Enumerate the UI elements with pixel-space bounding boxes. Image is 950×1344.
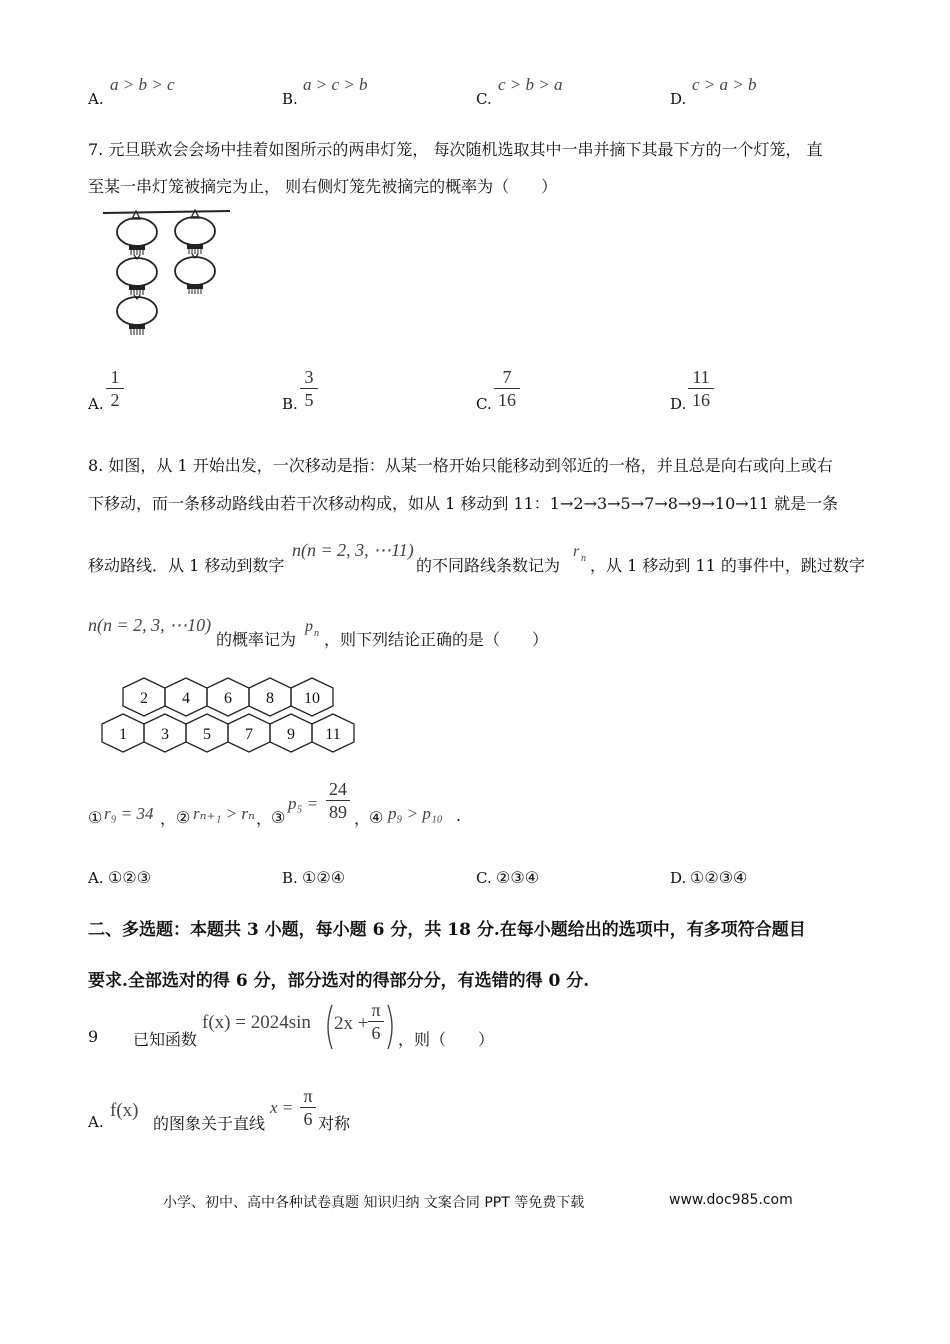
q8-stem-line4-b: ，则下列结论正确的是（ ） bbox=[324, 630, 549, 649]
numerator: π bbox=[303, 1086, 313, 1106]
lantern-left-2 bbox=[117, 255, 157, 295]
q8-option-c-letter: C. bbox=[476, 869, 492, 887]
numerator: 3 bbox=[304, 367, 314, 387]
q8-stem-line3-c: ，从 1 移动到 11 的事件中，跳过数字 bbox=[590, 556, 865, 575]
denominator: 5 bbox=[304, 390, 314, 410]
q9-option-a-func: f(x) bbox=[110, 1100, 139, 1121]
q9-number: 9 bbox=[88, 1027, 99, 1046]
conclusion-2: rₙ₊₁ > rₙ bbox=[193, 804, 255, 823]
lantern-string bbox=[103, 211, 230, 213]
hex-label-3: 3 bbox=[161, 726, 169, 743]
section-2-line1: 二、多选题：本题共 3 小题，每小题 6 分，共 18 分.在每小题给出的选项中，有多项符合题目 bbox=[88, 920, 806, 940]
q9-text-a: 已知函数 bbox=[133, 1030, 198, 1049]
q8-stem-line2: 下移动，而一条移动路线由若干次移动构成，如从 1 移动到 11：1→2→3→5→7→8→9→10→11 就是一条 bbox=[88, 494, 839, 513]
q7-stem-line2: 至某一串灯笼被摘完为止， 则右侧灯笼先被摘完的概率为（ ） bbox=[88, 177, 558, 196]
q6-option-d-letter: D. bbox=[670, 90, 687, 108]
denominator: 16 bbox=[692, 390, 710, 410]
conclusion-sep-3: ， bbox=[354, 809, 371, 828]
right-paren-icon bbox=[386, 1003, 398, 1051]
conclusion-3-lhs: p₅ = bbox=[288, 794, 319, 813]
q6-option-a-expr: a > b > c bbox=[110, 75, 175, 94]
conclusion-sep-2: ， bbox=[256, 809, 273, 828]
q8-option-d-letter: D. bbox=[670, 869, 687, 887]
q7-option-b-fraction bbox=[300, 367, 318, 410]
q8-line3-math: n(n = 2, 3, ⋯11) bbox=[292, 540, 414, 560]
q8-option-d-text: ①②③④ bbox=[690, 868, 748, 887]
denominator: 6 bbox=[371, 1023, 381, 1043]
q8-stem-line3-b: 的不同路线条数记为 bbox=[416, 556, 561, 575]
lantern-figure bbox=[100, 205, 235, 340]
q6-option-a-letter: A. bbox=[88, 90, 104, 108]
hex-label-9: 9 bbox=[287, 726, 295, 743]
q6-option-c-expr: c > b > a bbox=[498, 75, 563, 94]
conclusion-3-fraction bbox=[326, 779, 350, 822]
q8-option-a-letter: A. bbox=[88, 869, 104, 887]
q8-p-symbol: p bbox=[305, 618, 313, 635]
q9-option-a-letter: A. bbox=[88, 1113, 104, 1131]
q6-option-b-expr: a > c > b bbox=[303, 75, 368, 94]
q8-r-subscript: n bbox=[581, 553, 586, 564]
q7-option-d-letter: D. bbox=[670, 395, 687, 413]
numerator: 1 bbox=[110, 367, 120, 387]
conclusion-sep-1: ， bbox=[160, 809, 177, 828]
conclusion-4-mark: ④ bbox=[369, 808, 384, 827]
denominator: 16 bbox=[498, 390, 516, 410]
q7-option-d-fraction bbox=[688, 367, 714, 410]
q8-stem-line3-a: 移动路线．从 1 移动到数字 bbox=[88, 556, 285, 575]
q7-option-b-letter: B. bbox=[282, 395, 298, 413]
q9-option-a-text-b: 对称 bbox=[318, 1114, 351, 1133]
denominator: 2 bbox=[110, 390, 120, 410]
footer-url: www.doc985.com bbox=[669, 1192, 793, 1208]
conclusion-3-mark: ③ bbox=[271, 808, 286, 827]
hex-label-10: 10 bbox=[304, 690, 320, 707]
q6-option-b-letter: B. bbox=[282, 90, 298, 108]
hex-label-6: 6 bbox=[224, 690, 232, 707]
q8-option-c-text: ②③④ bbox=[496, 868, 540, 887]
conclusion-end: . bbox=[456, 806, 462, 825]
footer-description: 小学、初中、高中各种试卷真题 知识归纳 文案合同 PPT 等免费下载 bbox=[163, 1195, 585, 1211]
numerator: 7 bbox=[502, 367, 512, 387]
q8-option-b-text: ①②④ bbox=[302, 868, 346, 887]
q7-option-c-letter: C. bbox=[476, 395, 492, 413]
q8-r-symbol: r bbox=[573, 543, 580, 560]
hexagon-grid-figure bbox=[95, 660, 365, 760]
conclusion-1: r₉ = 34 bbox=[104, 804, 154, 823]
conclusion-2-mark: ② bbox=[176, 808, 191, 827]
q9-option-a-fraction bbox=[300, 1086, 316, 1129]
q7-option-a-fraction bbox=[106, 367, 124, 410]
q7-stem-line1: 7. 元旦联欢会会场中挂着如图所示的两串灯笼， 每次随机选取其中一串并摘下其最下方的一个灯笼， 直 bbox=[88, 140, 823, 159]
q8-option-a-text: ①②③ bbox=[108, 868, 152, 887]
numerator: π bbox=[371, 1000, 381, 1020]
hex-label-1: 1 bbox=[119, 726, 127, 743]
numerator: 11 bbox=[692, 367, 710, 387]
q9-option-a-text-a: 的图象关于直线 bbox=[153, 1114, 266, 1133]
lantern-left-1 bbox=[117, 218, 157, 255]
hex-label-4: 4 bbox=[182, 690, 190, 707]
denominator: 89 bbox=[329, 802, 347, 822]
q7-option-c-fraction bbox=[494, 367, 520, 410]
q9-pi-over-6 bbox=[368, 1000, 384, 1043]
q6-option-d-expr: c > a > b bbox=[692, 75, 757, 94]
conclusion-1-mark: ① bbox=[88, 808, 103, 827]
denominator: 6 bbox=[303, 1109, 313, 1129]
lantern-right-1 bbox=[175, 217, 215, 254]
q9-inner: 2x + bbox=[334, 1013, 369, 1034]
conclusion-4: p₉ > p₁₀ bbox=[388, 804, 443, 823]
q6-option-c-letter: C. bbox=[476, 90, 492, 108]
q8-stem-line1: 8. 如图，从 1 开始出发，一次移动是指：从某一格开始只能移动到邻近的一格，并且总是向右或向上或右 bbox=[88, 456, 833, 475]
hex-label-2: 2 bbox=[140, 690, 148, 707]
q9-text-b: ，则（ ） bbox=[398, 1030, 495, 1049]
lantern-left-3 bbox=[117, 295, 157, 335]
numerator: 24 bbox=[329, 779, 347, 799]
q7-option-a-letter: A. bbox=[88, 395, 104, 413]
hex-label-11: 11 bbox=[325, 726, 341, 743]
q8-option-b-letter: B. bbox=[282, 869, 298, 887]
left-paren-icon bbox=[322, 1003, 334, 1051]
q8-p-subscript: n bbox=[314, 628, 319, 639]
q8-line4-math: n(n = 2, 3, ⋯10) bbox=[88, 615, 212, 635]
q9-function: f(x) = 2024sin bbox=[202, 1012, 311, 1033]
section-2-line2: 要求.全部选对的得 6 分，部分选对的得部分分，有选错的得 0 分. bbox=[88, 971, 590, 991]
q8-stem-line4-a: 的概率记为 bbox=[216, 630, 297, 649]
hex-label-5: 5 bbox=[203, 726, 211, 743]
hex-label-8: 8 bbox=[266, 690, 274, 707]
lantern-right-2 bbox=[175, 254, 215, 294]
q9-option-a-x: x = bbox=[270, 1098, 294, 1117]
hex-label-7: 7 bbox=[245, 726, 253, 743]
